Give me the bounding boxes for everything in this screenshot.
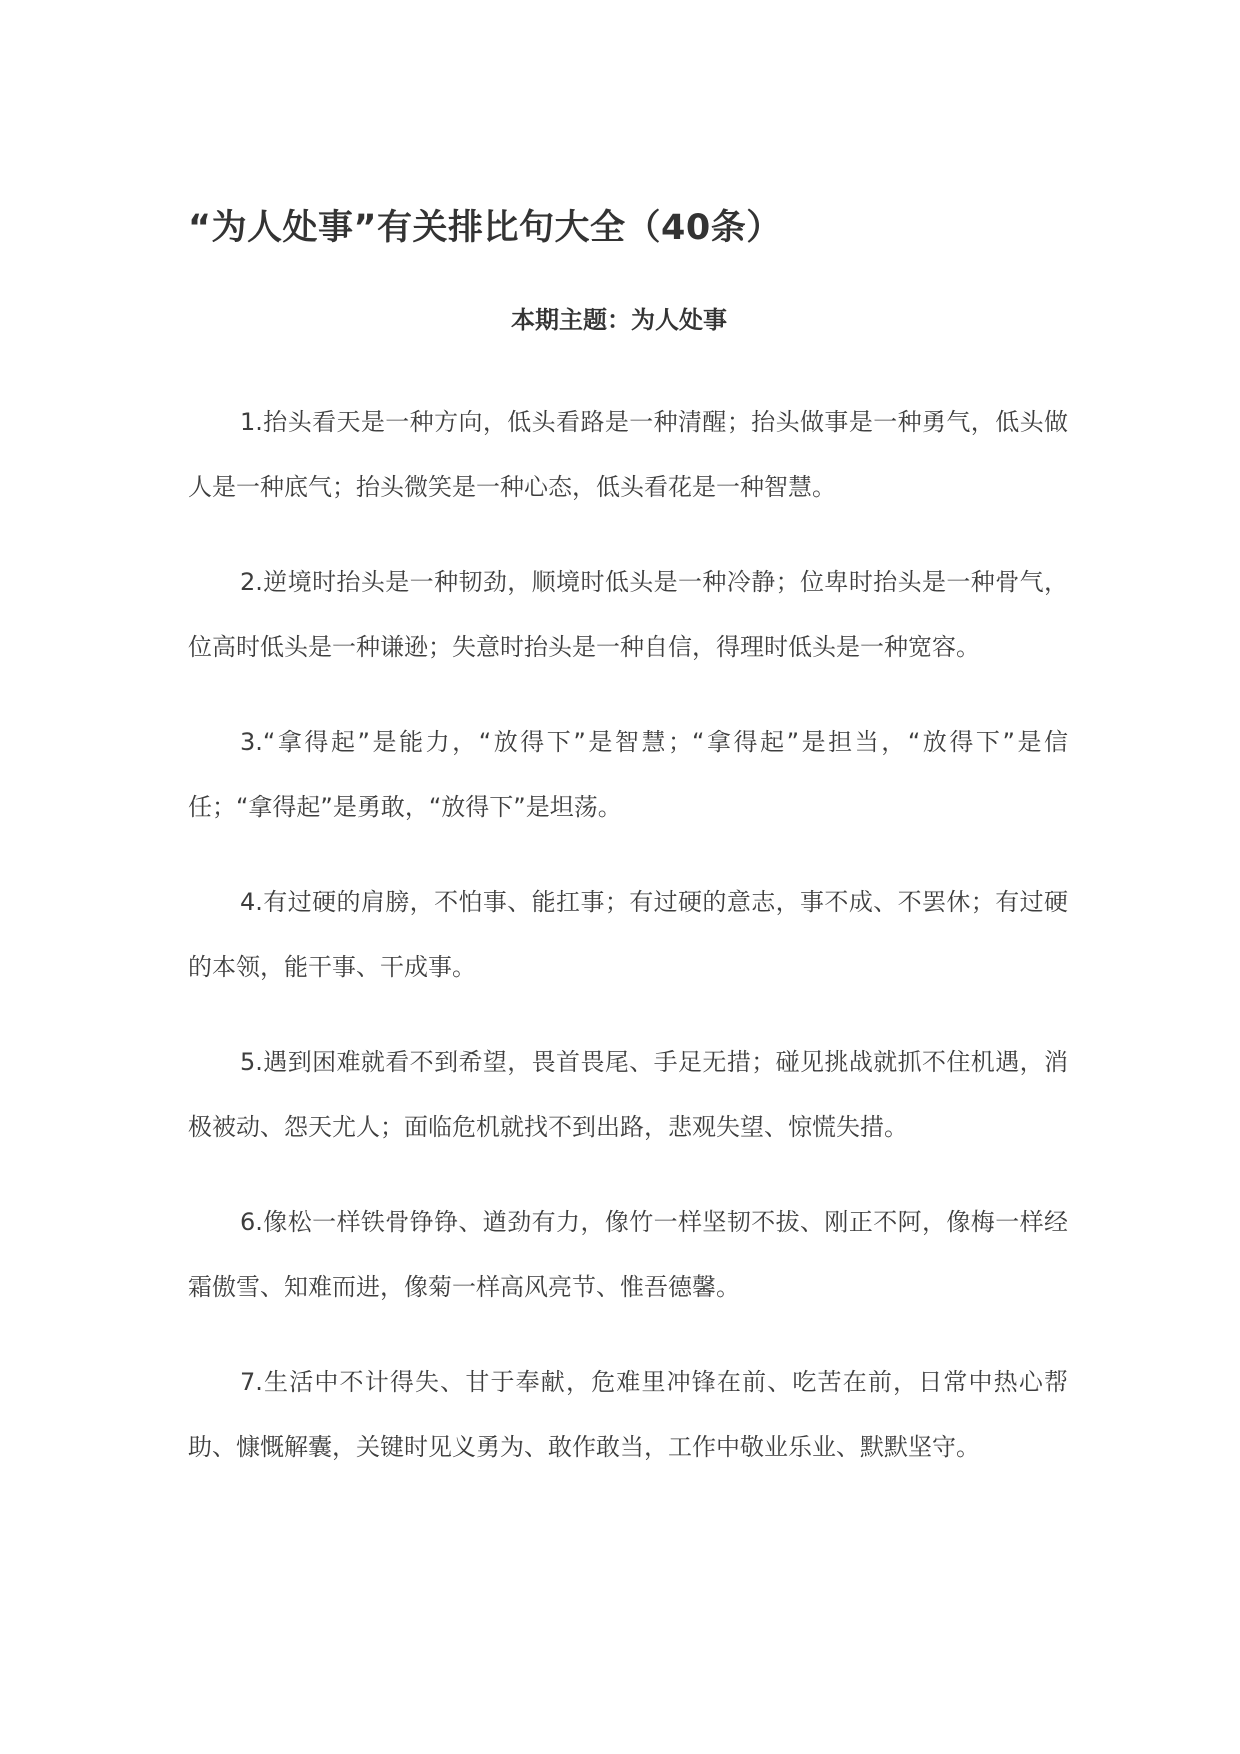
paragraph-list [188,390,1068,1510]
document-title: “为人处事”有关排比句大全（40条） [188,208,782,248]
paragraph-2: 2.逆境时抬头是一种韧劲，顺境时低头是一种冷静；位卑时抬头是一种骨气，位高时低头是一种谦逊；失意时抬头是一种自信，得理时低头是一种宽容。 [188,568,1068,661]
document-subtitle: 本期主题：为人处事 [511,306,727,334]
paragraph-5: 5.遇到困难就看不到希望，畏首畏尾、手足无措；碰见挑战就抓不住机遇，消极被动、怨天尤人；面临危机就找不到出路，悲观失望、惊慌失措。 [188,1048,1068,1141]
paragraph-3: 3.“拿得起”是能力，“放得下”是智慧；“拿得起”是担当，“放得下”是信任；“拿得起”是勇敢，“放得下”是坦荡。 [188,728,1068,821]
paragraph-7: 7.生活中不计得失、甘于奉献，危难里冲锋在前、吃苦在前，日常中热心帮助、慷慨解囊，关键时见义勇为、敢作敢当，工作中敬业乐业、默默坚守。 [188,1368,1068,1461]
document-page [188,200,1088,1461]
paragraph-4: 4.有过硬的肩膀，不怕事、能扛事；有过硬的意志，事不成、不罢休；有过硬的本领，能干事、干成事。 [188,888,1068,981]
paragraph-6: 6.像松一样铁骨铮铮、遒劲有力，像竹一样坚韧不拔、刚正不阿，像梅一样经霜傲雪、知难而进，像菊一样高风亮节、惟吾德馨。 [188,1208,1068,1301]
paragraph-1: 1.抬头看天是一种方向，低头看路是一种清醒；抬头做事是一种勇气，低头做人是一种底气；抬头微笑是一种心态，低头看花是一种智慧。 [188,408,1068,501]
